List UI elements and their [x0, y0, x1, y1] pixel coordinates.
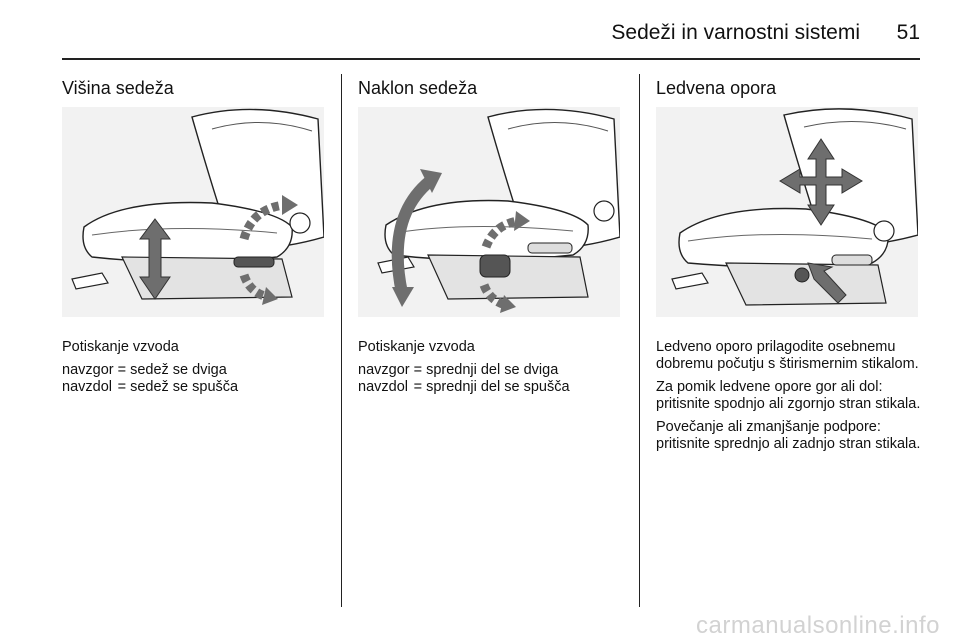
definition-row: [62, 379, 238, 396]
lumbar-support-illustration: [656, 107, 918, 317]
definition-list: [358, 362, 570, 396]
page-number: 51: [896, 21, 920, 44]
definition-equals: =: [413, 362, 423, 378]
section-heading: Višina sedeža: [62, 78, 174, 98]
definition-equals: =: [413, 379, 423, 395]
definition-term: navzgor: [62, 362, 114, 378]
definition-description: sedež se spušča: [130, 379, 239, 395]
definition-term: navzgor: [358, 362, 410, 378]
definition-row: [62, 362, 238, 379]
definition-list: [62, 362, 238, 396]
definition-description: sedež se dviga: [130, 362, 227, 378]
lumbar-instructions: [656, 339, 921, 453]
site-watermark: carmanualsonline.info: [696, 612, 940, 639]
header-rule: [62, 58, 920, 60]
definition-term: navzdol: [62, 379, 112, 395]
definition-description: sprednji del se dviga: [426, 362, 559, 378]
column-seat-tilt: [358, 76, 620, 396]
definition-term: navzdol: [358, 379, 408, 395]
column-seat-height: [62, 76, 324, 396]
instruction-paragraph: Povečanje ali zmanjšanje podpore: pritisnite sprednjo ali zadnjo stran stikala.: [656, 419, 921, 452]
seat-height-illustration: [62, 107, 324, 317]
section-heading: Ledvena opora: [656, 78, 777, 98]
section-heading: Naklon sedeža: [358, 78, 478, 98]
seat-tilt-illustration: [358, 107, 620, 317]
definition-equals: =: [117, 362, 127, 378]
header-title: Sedeži in varnostni sistemi: [611, 21, 860, 44]
column-divider-2: [639, 74, 640, 607]
column-lumbar-support: [656, 76, 921, 459]
column-divider-1: [341, 74, 342, 607]
instruction-caption: Potiskanje vzvoda: [358, 339, 475, 355]
instruction-paragraph: Ledveno oporo prilagodite osebnemu dobremu počutju s štirismernim stikalom.: [656, 339, 919, 372]
definition-row: [358, 362, 570, 379]
definition-row: [358, 379, 570, 396]
instruction-caption: Potiskanje vzvoda: [62, 339, 179, 355]
definition-equals: =: [117, 379, 127, 395]
definition-description: sprednji del se spušča: [426, 379, 570, 395]
instruction-paragraph: Za pomik ledvene opore gor ali dol: pritisnite spodnjo ali zgornjo stran stikala.: [656, 379, 921, 412]
